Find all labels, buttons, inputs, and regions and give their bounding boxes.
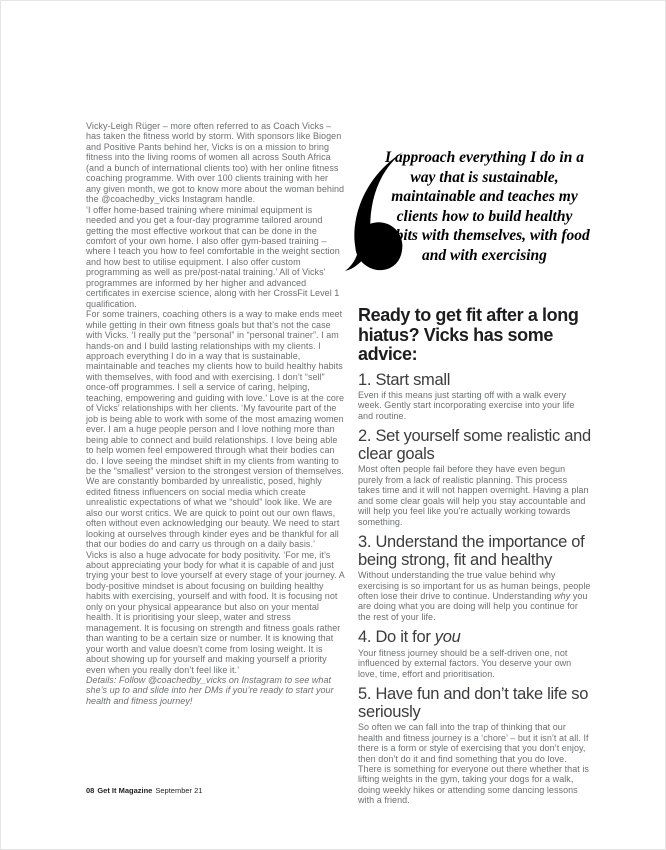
advice-item-title-text: 2. Set yourself some realistic and clear goals bbox=[358, 427, 591, 463]
article-column bbox=[86, 121, 345, 706]
advice-item-body: Most often people fail before they have even begun purely from a lack of realistic planning. This process takes time and it will not happen overnight. Having a plan and some clear goals will help you stay accountable and will help you feel like you’re actually working towards something. bbox=[358, 464, 589, 527]
advice-item-title-italic: you bbox=[434, 628, 461, 647]
advice-item-body-italic: why bbox=[554, 590, 571, 601]
article-paragraph-2: ‘I offer home-based training where minimal equipment is needed and you get a four-day programme tailored around getting the most effective workout that can be done in the comfort of your own home. I also offer gym-based training – where I teach you how to feel comfortable in the weight section and how best to utilise equipment. I also offer custom programming as well as pre/post-natal training.’ All of Vicks’ programmes are informed by her higher and advanced certificates in exercise science, along with her CrossFit Level 1 qualification. bbox=[86, 204, 340, 309]
advice-item-4 bbox=[358, 629, 591, 679]
advice-item-5 bbox=[358, 686, 591, 806]
advice-heading: Ready to get fit after a long hiatus? Vicks has some advice: bbox=[358, 305, 579, 364]
advice-item-title-text: 3. Understand the importance of being strong, fit and healthy bbox=[358, 533, 585, 569]
advice-item-title-text: 1. Start small bbox=[358, 370, 451, 389]
advice-item-body: Your fitness journey should be a self-driven one, not influenced by external factors. You deserve your own love, time, effort and prioritisation. bbox=[358, 647, 572, 679]
page-footer bbox=[86, 786, 205, 795]
pull-quote-text: I approach everything I do in a way that is sustainable, maintainable and teaches my clients how to build healthy habits with themselves, with food and with exercising bbox=[379, 149, 590, 264]
advice-item-body: So often we can fall into the trap of thinking that our health and fitness journey is a ‘chore’ – but it isn’t at all. If there is a form or style of exercising that you don’t enjoy, then don’t do it and find something that you do love. There is something for everyone out there whether that is lifting weights in the gym, taking your dogs for a walk, doing weekly hikes or attending some dancing lessons with a friend. bbox=[358, 722, 589, 806]
article-paragraph-1: Vicky-Leigh Rüger – more often referred to as Coach Vicks – has taken the fitness world by storm. With sponsors like Biogen and Positive Pants behind her, Vicks is on a mission to bring fitness into the living rooms of women all across South Africa (and a bunch of international clients too) with her online fitness coaching programme. With over 100 clients training with her any given month, we got to know more about the woman behind the @coachedby_vicks Instagram handle. bbox=[86, 121, 345, 205]
article-paragraph-4: Vicks is also a huge advocate for body positivity. ‘For me, it’s about appreciating your body for what it is capable of and just trying your best to love yourself at every stage of your journey. A body-positive mindset is about focusing on building healthy habits with exercising, yourself and with food. It is focusing not only on your physical appearance but also on your mental health. It is prioritising your sleep, water and stress management. It is focusing on strength and fitness goals rather than wanting to be a certain size or number. It is knowing that your worth and value doesn’t come from losing weight. It is about showing up for yourself and making yourself a priority even when you really don’t feel like it.’ bbox=[86, 549, 345, 675]
article-paragraph-3: For some trainers, coaching others is a way to make ends meet while getting in their own fitness goals but that’s not the case with Vicks. ‘I really put the “personal” in “personal trainer”. I am hands-on and I build lasting relationships with my clients. I approach everything I do in a way that is sustainable, maintainable and teaches my clients how to build healthy habits with themselves, with food and with exercising. I don’t “sell” once-off programmes. I sell a service of caring, helping, teaching, empowering and guiding with love.’ Love is at the core of Vicks’ relationships with her clients. ‘My favourite part of the job is being able to work with some of the most amazing women ever. I am a huge people person and I love nothing more than being able to connect and build relationships. I love being able to help women feel empowered through what their bodies can do. I love seeing the mindset shift in my clients from wanting to be the “smallest” version to the strongest version of themselves. We are constantly bombarded by unrealistic, posed, highly edited fitness influencers on social media which create unrealistic expectations of what we “should” look like. We are also our worst critics. We are quick to point out our own flaws, often without even acknowledging our beauty. We need to start looking at ourselves through kinder eyes and be thankful for all that our bodies do and carry us through on a daily basis.’ bbox=[86, 309, 345, 550]
advice-item-body bbox=[358, 570, 591, 622]
advice-item-2 bbox=[358, 428, 591, 527]
magazine-name: Get It Magazine bbox=[97, 786, 153, 795]
advice-item-title bbox=[358, 686, 591, 721]
advice-item-body: Even if this means just starting off with a walk every week. Gently start incorporating exercise into your life and routine. bbox=[358, 390, 575, 421]
advice-item-title-text: 4. Do it for bbox=[358, 628, 435, 647]
issue-date: September 21 bbox=[155, 786, 203, 795]
advice-item-title bbox=[358, 534, 591, 569]
advice-item-body-text: Without understanding the true value behind why exercising is so important for us as human beings, people often lose their drive to continue. Understanding bbox=[358, 570, 591, 601]
advice-item-1 bbox=[358, 372, 591, 422]
page-number: 08 bbox=[86, 786, 95, 795]
advice-item-title bbox=[358, 428, 591, 463]
advice-item-title-text: 5. Have fun and don’t take life so seriously bbox=[358, 685, 589, 721]
quote-and-advice-column bbox=[358, 142, 591, 806]
pull-quote-area bbox=[358, 142, 591, 294]
advice-item-3 bbox=[358, 534, 591, 622]
advice-item-title bbox=[358, 629, 591, 647]
advice-item-title bbox=[358, 372, 591, 390]
advice-item-body-text: you are doing what you are doing will help you continue for the rest of your life. bbox=[358, 590, 588, 622]
details-paragraph: Details: Follow @coachedby_vicks on Instagram to see what she’s up to and slide into her DMs if you’re ready to start your health and fitness journey! bbox=[86, 675, 334, 706]
